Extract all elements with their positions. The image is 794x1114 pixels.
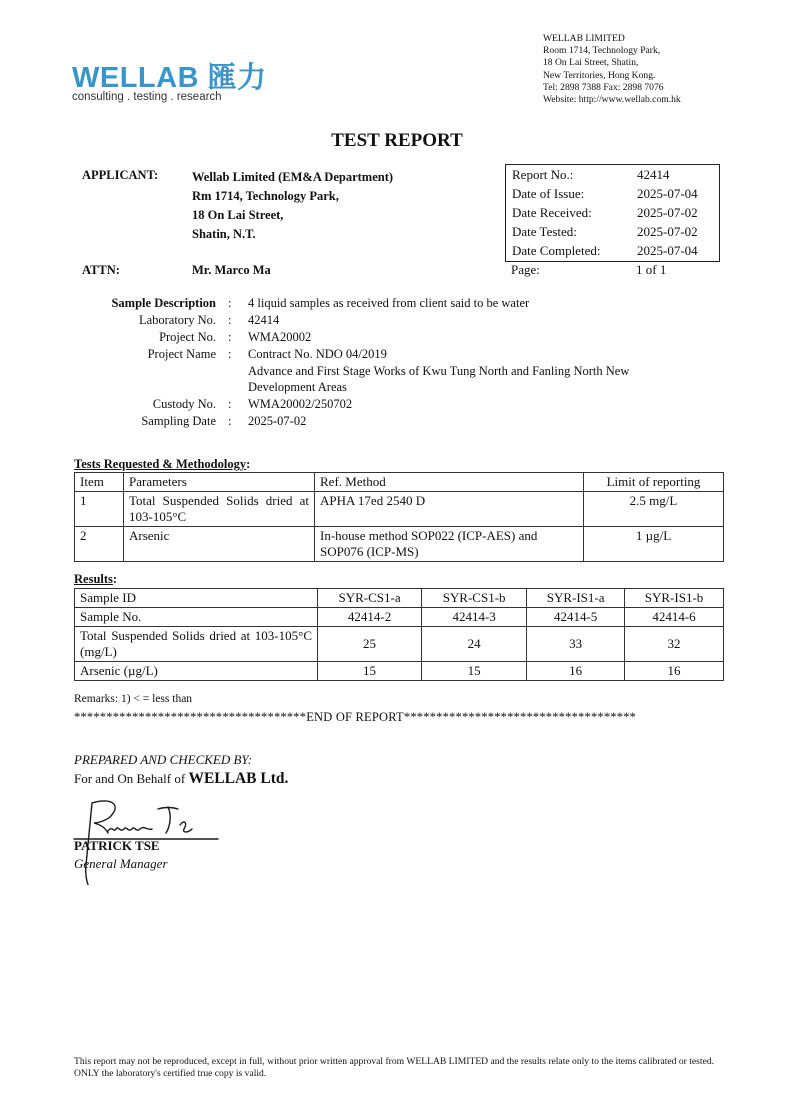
header-cell: Parameters	[124, 473, 315, 492]
field-label: Date Received:	[512, 205, 592, 220]
company-website: Website: http://www.wellab.com.hk	[543, 94, 681, 106]
table-cell: 2	[75, 527, 124, 562]
on-behalf-line	[74, 770, 288, 788]
lab-no-value: 42414	[248, 313, 280, 327]
table-row	[75, 627, 724, 662]
table-cell: SYR-IS1-b	[625, 589, 724, 608]
table-cell: 42414-6	[625, 608, 724, 627]
header-cell: Item	[75, 473, 124, 492]
table-cell: 33	[527, 627, 625, 662]
field-label: Date of Issue:	[512, 186, 585, 201]
field-value: 2025-07-02	[637, 205, 698, 220]
attn-label: ATTN:	[82, 263, 120, 277]
date-completed-row	[506, 242, 719, 261]
table-row	[75, 589, 724, 608]
applicant-line: 18 On Lai Street,	[192, 208, 284, 222]
table-cell: 42414-5	[527, 608, 625, 627]
company-address-line: 18 On Lai Street, Shatin,	[543, 57, 639, 69]
prepared-by-label: PREPARED AND CHECKED BY:	[74, 752, 253, 767]
field-value: 42414	[637, 167, 670, 182]
table-cell: SYR-CS1-b	[422, 589, 527, 608]
table-cell: 15	[422, 662, 527, 681]
field-value: 2025-07-02	[637, 224, 698, 239]
company-phone-fax: Tel: 2898 7388 Fax: 2898 7076	[543, 81, 664, 93]
remarks: Remarks: 1) < = less than	[74, 693, 193, 705]
table-cell: APHA 17ed 2540 D	[315, 492, 584, 527]
table-cell: 42414-3	[422, 608, 527, 627]
footer-disclaimer: This report may not be reproduced, except in full, without prior written approval from WELLAB LIMITED and the results relate only to the items calibrated or tested. ONLY the laboratory's certified true copy is valid.	[74, 1056, 715, 1079]
project-name-value: Contract No. NDO 04/2019	[248, 347, 387, 361]
field-label: Report No.:	[512, 167, 574, 182]
date-tested-row	[506, 223, 719, 242]
table-row	[75, 608, 724, 627]
project-no-value: WMA20002	[248, 330, 312, 344]
table-cell: Arsenic	[124, 527, 315, 562]
table-cell: In-house method SOP022 (ICP-AES) and SOP076 (ICP-MS)	[315, 527, 584, 562]
table-cell: 24	[422, 627, 527, 662]
table-cell: 1 µg/L	[584, 527, 724, 562]
project-name-value: Advance and First Stage Works of Kwu Tung North and Fanling North New	[248, 364, 630, 378]
sampling-date-label: Sampling Date	[141, 414, 216, 428]
attn-value: Mr. Marco Ma	[192, 263, 271, 277]
company-logo: WELLAB 匯力	[72, 62, 267, 94]
field-label: Date Completed:	[512, 243, 601, 258]
tests-heading-text: Tests Requested & Methodology	[74, 457, 247, 471]
sample-description-label: Sample Description	[111, 296, 216, 310]
company-address-line: New Territories, Hong Kong.	[543, 69, 656, 81]
sampling-date-value: 2025-07-02	[248, 414, 307, 428]
table-cell: SYR-IS1-a	[527, 589, 625, 608]
table-row	[75, 492, 724, 527]
row-label: Total Suspended Solids dried at 103-105°C (mg/L)	[75, 627, 318, 662]
sample-description-value: 4 liquid samples as received from client said to be water	[248, 296, 530, 310]
table-row	[75, 662, 724, 681]
applicant-address	[192, 168, 393, 244]
results-heading	[74, 572, 117, 587]
applicant-line: Rm 1714, Technology Park,	[192, 189, 339, 203]
row-label: Sample No.	[75, 608, 318, 627]
company-name: WELLAB LIMITED	[543, 33, 625, 44]
logo-tagline: consulting . testing . research	[72, 91, 222, 103]
heading-colon: :	[112, 572, 118, 586]
field-label: Date Tested:	[512, 224, 577, 239]
colon: :	[228, 313, 232, 327]
colon: :	[228, 296, 232, 310]
project-no-label: Project No.	[159, 330, 216, 344]
date-of-issue-row	[506, 185, 719, 204]
table-row	[75, 527, 724, 562]
applicant-line: Wellab Limited (EM&A Department)	[192, 170, 394, 184]
table-header-row	[75, 473, 724, 492]
field-value: 1 of 1	[636, 262, 667, 277]
field-value: 2025-07-04	[637, 243, 698, 258]
field-label: Page:	[511, 262, 540, 277]
signer-name: PATRICK TSE	[74, 838, 160, 853]
applicant-label: APPLICANT:	[82, 168, 159, 182]
on-behalf-company: WELLAB Ltd.	[188, 770, 289, 787]
project-name-value: Development Areas	[248, 380, 347, 394]
heading-colon: :	[246, 457, 251, 471]
tests-table	[74, 472, 724, 562]
results-table	[74, 588, 724, 681]
custody-no-value: WMA20002/250702	[248, 397, 353, 411]
page-number-row	[511, 262, 711, 278]
lab-no-label: Laboratory No.	[138, 313, 216, 327]
table-cell: Total Suspended Solids dried at 103-105°C	[124, 492, 315, 527]
table-cell: 16	[527, 662, 625, 681]
table-cell: 2.5 mg/L	[584, 492, 724, 527]
custody-no-label: Custody No.	[152, 397, 216, 411]
field-value: 2025-07-04	[637, 186, 698, 201]
table-cell: 16	[625, 662, 724, 681]
colon: :	[228, 414, 232, 428]
colon: :	[228, 347, 232, 361]
table-cell: 42414-2	[318, 608, 422, 627]
colon: :	[228, 330, 232, 344]
applicant-line: Shatin, N.T.	[192, 227, 256, 241]
table-cell: 15	[318, 662, 422, 681]
document-title: TEST REPORT	[331, 130, 463, 151]
table-cell: 1	[75, 492, 124, 527]
company-address-line: Room 1714, Technology Park,	[543, 45, 661, 57]
report-info-box	[505, 164, 720, 262]
colon: :	[228, 397, 232, 411]
company-address-block	[543, 33, 681, 106]
header-cell: Ref. Method	[315, 473, 584, 492]
table-cell: SYR-CS1-a	[318, 589, 422, 608]
table-cell: 25	[318, 627, 422, 662]
row-label: Sample ID	[75, 589, 318, 608]
tests-heading	[74, 457, 250, 472]
table-cell: 32	[625, 627, 724, 662]
signer-title: General Manager	[74, 856, 168, 871]
row-label: Arsenic (µg/L)	[75, 662, 318, 681]
header-cell: Limit of reporting	[584, 473, 724, 492]
end-of-report-line: ************************************END OF REPORT************************************	[74, 710, 637, 724]
date-received-row	[506, 204, 719, 223]
results-heading-text: Results	[74, 572, 113, 586]
on-behalf-text: For and On Behalf of	[74, 771, 189, 786]
project-name-label: Project Name	[147, 347, 216, 361]
report-no-row	[506, 166, 719, 185]
